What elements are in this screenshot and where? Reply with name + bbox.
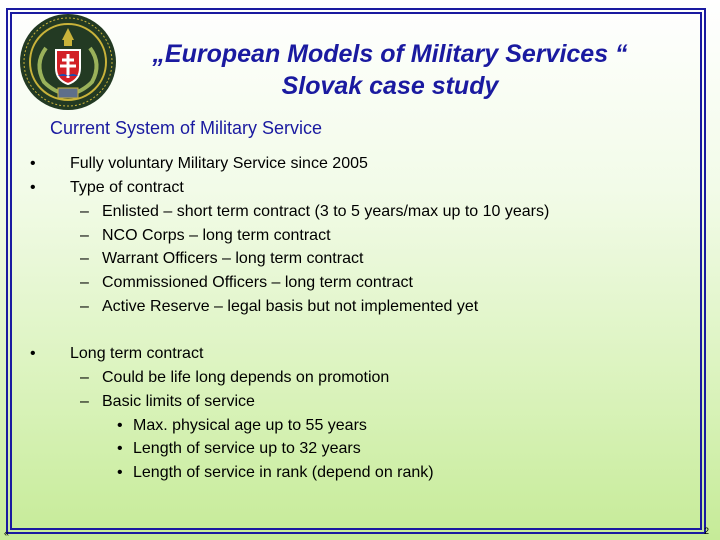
dash-icon: – [80, 250, 89, 267]
corner-mark: « [4, 528, 10, 538]
title-line-1: „European Models of Military Services “ [152, 40, 628, 68]
dash-icon: – [80, 369, 89, 386]
limit-service-in-rank: Length of service in rank (depend on rank) [133, 464, 434, 481]
bullet-long-term-contract: Long term contract [70, 345, 204, 362]
title-line-2: Slovak case study [281, 72, 499, 100]
long-term-life-long: Could be life long depends on promotion [102, 369, 390, 386]
contract-active-reserve: Active Reserve – legal basis but not implemented yet [102, 298, 479, 315]
military-crest-icon [18, 12, 118, 112]
bullet-icon: • [117, 464, 123, 481]
bullet-icon: • [30, 155, 36, 172]
bullet-type-of-contract: Type of contract [70, 179, 184, 196]
bullet-icon: • [30, 345, 36, 362]
contract-nco-corps: NCO Corps – long term contract [102, 227, 331, 244]
section-subtitle: Current System of Military Service [50, 118, 323, 138]
dash-icon: – [80, 393, 89, 410]
bullet-icon: • [117, 417, 123, 434]
bullet-icon: • [117, 440, 123, 457]
bullet-icon: • [30, 179, 36, 196]
contract-commissioned-officers: Commissioned Officers – long term contract [102, 274, 413, 291]
contract-enlisted: Enlisted – short term contract (3 to 5 years/max up to 10 years) [102, 203, 550, 220]
limit-length-of-service: Length of service up to 32 years [133, 440, 361, 457]
dash-icon: – [80, 274, 89, 291]
slide-title [110, 38, 670, 102]
dash-icon: – [80, 227, 89, 244]
page-number: 2 [704, 526, 710, 536]
long-term-basic-limits: Basic limits of service [102, 393, 255, 410]
contract-warrant-officers: Warrant Officers – long term contract [102, 250, 364, 267]
bullet-voluntary-service: Fully voluntary Military Service since 2005 [70, 155, 368, 172]
limit-physical-age: Max. physical age up to 55 years [133, 417, 367, 434]
dash-icon: – [80, 203, 89, 220]
dash-icon: – [80, 298, 89, 315]
